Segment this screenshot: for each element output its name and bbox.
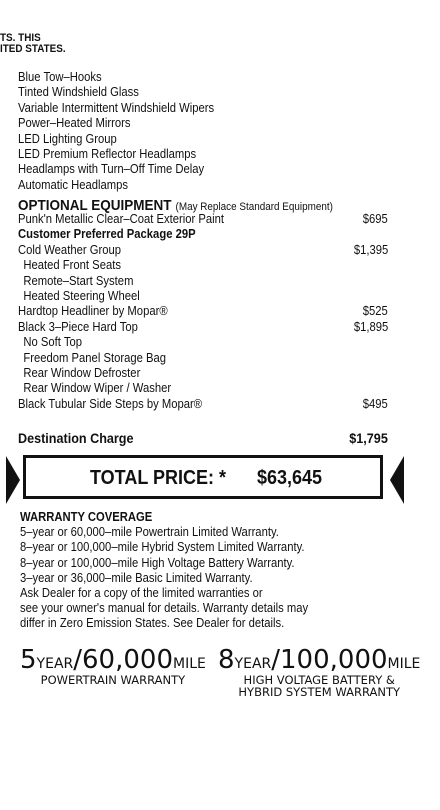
item-label: Hardtop Headliner by Mopar® <box>18 304 168 319</box>
item-price: $1,895 <box>353 319 388 334</box>
list-item: LED Lighting Group <box>18 131 117 146</box>
item-price: $695 <box>362 212 388 226</box>
standard-equipment-list <box>18 70 214 193</box>
header-line-1: TS. THIS <box>0 32 41 44</box>
badge-mile-word: MILE <box>173 656 206 672</box>
item-label: Remote–Start System <box>23 273 134 288</box>
destination-price: $1,795 <box>349 430 388 446</box>
item-label: Heated Front Seats <box>23 258 121 273</box>
badge-slash: / <box>73 645 83 675</box>
item-label: Rear Window Wiper / Washer <box>23 381 172 396</box>
badge-years: 5 <box>20 645 37 675</box>
table-row <box>18 397 430 412</box>
badge-miles: 60,000 <box>82 645 173 675</box>
powertrain-warranty-badge <box>20 646 206 686</box>
destination-charge-row <box>18 430 388 446</box>
warranty-line: see your owner's manual for details. Warranty details may <box>20 601 309 616</box>
table-row <box>18 289 430 304</box>
table-row <box>18 243 430 258</box>
optional-equipment-note: (May Replace Standard Equipment) <box>175 201 333 213</box>
list-item: Tinted Windshield Glass <box>18 85 139 100</box>
badge-caption: HIGH VOLTAGE BATTERY & <box>243 673 395 687</box>
optional-equipment-title: OPTIONAL EQUIPMENT <box>18 197 172 214</box>
badge-miles: 100,000 <box>280 645 388 675</box>
item-label: Rear Window Defroster <box>23 366 141 381</box>
item-label: Customer Preferred Package 29P <box>18 227 196 242</box>
table-row <box>18 212 430 227</box>
item-label: Heated Steering Wheel <box>23 289 140 304</box>
badge-year-word: YEAR <box>36 656 74 672</box>
warranty-line: Ask Dealer for a copy of the limited warranties or <box>20 586 263 601</box>
list-item: Blue Tow–Hooks <box>18 70 102 84</box>
table-row <box>18 274 430 289</box>
list-item: Power–Heated Mirrors <box>18 116 131 131</box>
item-label: Black 3–Piece Hard Top <box>18 319 138 334</box>
item-price: $525 <box>362 304 388 319</box>
item-label: Cold Weather Group <box>18 242 121 257</box>
warranty-line: 8–year or 100,000–mile Hybrid System Limited Warranty. <box>20 540 305 555</box>
header-line-2: ITED STATES. <box>0 43 66 55</box>
optional-equipment-list <box>18 212 430 412</box>
list-item: LED Premium Reflector Headlamps <box>18 147 197 162</box>
list-item: Automatic Headlamps <box>18 177 129 192</box>
total-price-value: $63,645 <box>257 467 323 489</box>
badge-caption: HYBRID SYSTEM WARRANTY <box>238 685 400 699</box>
table-row <box>18 304 430 319</box>
item-price: $1,395 <box>353 242 388 257</box>
destination-label: Destination Charge <box>18 430 134 446</box>
table-row <box>18 351 430 366</box>
table-row <box>18 258 430 273</box>
battery-warranty-badge <box>218 646 420 698</box>
table-row <box>18 366 430 381</box>
badge-slash: / <box>271 645 281 675</box>
badge-year-word: YEAR <box>234 656 272 672</box>
warranty-line: 8–year or 100,000–mile High Voltage Battery Warranty. <box>20 555 295 570</box>
warranty-line: 5–year or 60,000–mile Powertrain Limited Warranty. <box>20 525 279 540</box>
list-item: Headlamps with Turn–Off Time Delay <box>18 162 205 177</box>
badge-caption: POWERTRAIN WARRANTY <box>40 673 186 687</box>
item-label: Punk'n Metallic Clear–Coat Exterior Paint <box>18 212 225 226</box>
warranty-title: WARRANTY COVERAGE <box>20 510 153 524</box>
table-row <box>18 381 430 396</box>
table-row <box>18 335 430 350</box>
item-label: Freedom Panel Storage Bag <box>23 350 166 365</box>
badge-mile-word: MILE <box>387 656 421 672</box>
item-label: No Soft Top <box>23 335 82 350</box>
list-item: Variable Intermittent Windshield Wipers <box>18 100 215 115</box>
item-price: $495 <box>362 396 388 411</box>
total-price-label: TOTAL PRICE: * <box>90 467 227 489</box>
warranty-coverage <box>20 510 308 632</box>
left-arrow-icon <box>6 456 20 504</box>
table-row <box>18 320 430 335</box>
badge-years: 8 <box>218 645 235 675</box>
item-label: Black Tubular Side Steps by Mopar® <box>18 396 203 411</box>
table-row <box>18 227 430 242</box>
warranty-line: differ in Zero Emission States. See Dealer for details. <box>20 616 285 631</box>
warranty-line: 3–year or 36,000–mile Basic Limited Warranty. <box>20 570 253 585</box>
right-arrow-icon <box>390 456 404 504</box>
